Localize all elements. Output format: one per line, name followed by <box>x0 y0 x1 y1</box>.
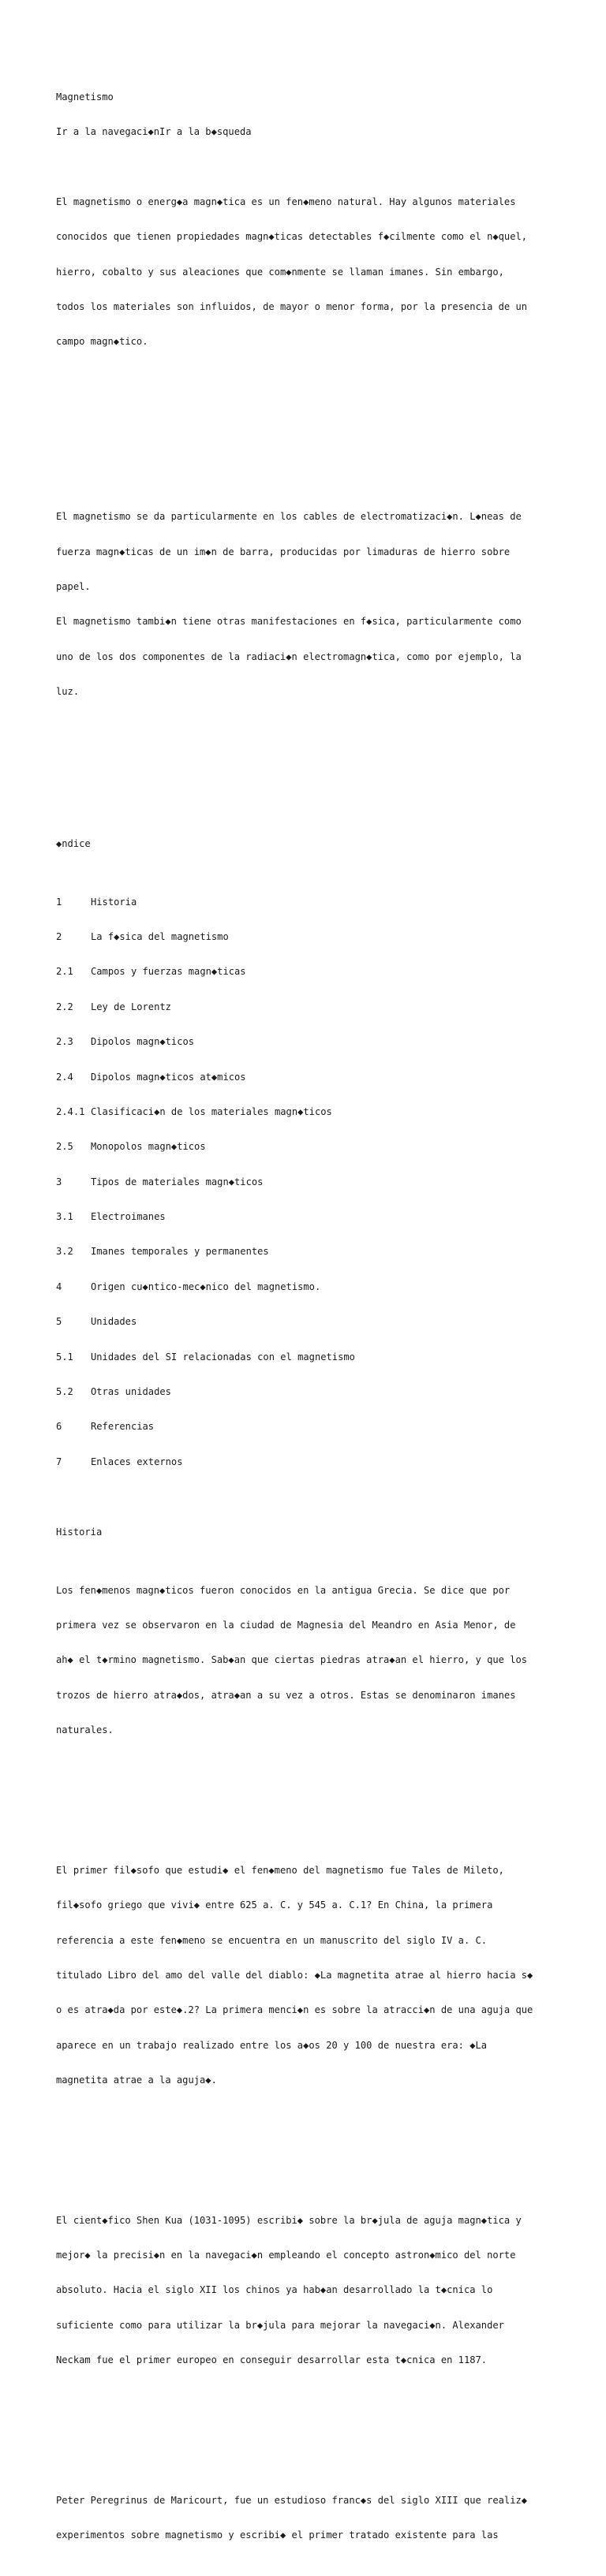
text-line: referencia a este fen◆meno se encuentra en un manuscrito del siglo IV a. C. <box>56 1934 488 1946</box>
toc-item-historia[interactable] <box>56 897 600 908</box>
text-line: campo magn◆tico. <box>56 336 148 348</box>
toc-item-unidades-si[interactable] <box>56 1351 600 1363</box>
toc-item-campos[interactable] <box>56 966 600 978</box>
text-line: absoluto. Hacia el siglo XII los chinos ya hab◆an desarrollado la t◆cnica lo <box>56 2284 493 2296</box>
text-line: o es atra◆da por este◆.2? La primera menci◆n es sobre la atracci◆n de una aguja que <box>56 2004 533 2016</box>
toc-item-clasificacion[interactable] <box>56 1106 600 1118</box>
spacer <box>56 1795 600 1806</box>
text-line: El magnetismo o energ◆a magn◆tica es un fen◆meno natural. Hay algunos materiales <box>56 196 516 207</box>
text-line: suficiente como para utilizar la br◆jula para mejorar la navegaci◆n. Alexander <box>56 2319 504 2331</box>
toc-number: 2.2 <box>56 1001 73 1012</box>
toc-number: 2 <box>56 930 62 942</box>
text-line: fuerza magn◆ticas de un im◆n de barra, producidas por limaduras de hierro sobre <box>56 546 511 557</box>
nav-links[interactable]: Ir a la navegaci◆nIr a la b◆squeda <box>56 125 252 137</box>
text-line: uno de los dos componentes de la radiaci◆n electromagn◆tica, como por ejemplo, la <box>56 651 522 662</box>
text-line: aparece en un trabajo realizado entre los a◆os 20 y 100 de nuestra era: ◆La <box>56 2039 488 2051</box>
text-line: titulado Libro del amo del valle del diablo: ◆La magnetita atrae al hierro hacia s◆ <box>56 1969 533 1981</box>
toc-item-monopolos[interactable] <box>56 1141 600 1153</box>
toc-label: Unidades <box>91 1316 137 1328</box>
intro-paragraph <box>56 173 600 371</box>
text-line: fil◆sofo griego que vivi◆ entre 625 a. C. y 545 a. C.1? En China, la primera <box>56 1899 493 1911</box>
toc-number: 2.4 <box>56 1071 73 1083</box>
toc-number: 5 <box>56 1316 62 1328</box>
toc-number: 5.2 <box>56 1386 73 1398</box>
toc-label: Imanes temporales y permanentes <box>91 1246 269 1258</box>
text-line: hierro, cobalto y sus aleaciones que com◆nmente se llaman imanes. Sin embargo, <box>56 266 504 278</box>
text-line: El magnetismo se da particularmente en los cables de electromatizaci◆n. L◆neas de <box>56 511 522 523</box>
toc-label: Monopolos magn◆ticos <box>91 1141 206 1153</box>
toc-label: Unidades del SI relacionadas con el magnetismo <box>91 1351 355 1363</box>
toc-number: 1 <box>56 896 62 908</box>
text-line: todos los materiales son influidos, de mayor o menor forma, por la presencia de un <box>56 300 528 312</box>
history-paragraph-4 <box>56 2471 600 2564</box>
text-line: papel. <box>56 581 91 593</box>
toc-item-electroimanes[interactable] <box>56 1211 600 1223</box>
toc-label: Tipos de materiales magn◆ticos <box>91 1176 264 1187</box>
text-line: naturales. <box>56 1724 114 1736</box>
text-line: mejor◆ la precisi◆n en la navegaci◆n empleando el concepto astron◆mico del norte <box>56 2250 516 2261</box>
spacer <box>56 2425 600 2436</box>
toc-label: Otras unidades <box>91 1386 171 1398</box>
toc-label: La f◆sica del magnetismo <box>91 930 229 942</box>
toc-label: Electroimanes <box>91 1211 166 1223</box>
text-line: Neckam fue el primer europeo en conseguir desarrollar esta t◆cnica en 1187. <box>56 2354 488 2366</box>
toc-label: Enlaces externos <box>91 1456 183 1467</box>
text-line: Peter Peregrinus de Maricourt, fue un estudioso franc◆s del siglo XIII que realiz◆ <box>56 2494 528 2506</box>
toc-label: Dipolos magn◆ticos <box>91 1036 195 1048</box>
history-paragraph-3 <box>56 2191 600 2390</box>
toc-label: Campos y fuerzas magn◆ticas <box>91 966 246 978</box>
toc-item-imanes[interactable] <box>56 1246 600 1258</box>
toc-heading: ◆ndice <box>56 837 91 849</box>
history-paragraph-1 <box>56 1561 600 1760</box>
document-body <box>56 68 600 2576</box>
toc-number: 2.3 <box>56 1036 73 1048</box>
text-line: magnetita atrae a la aguja◆. <box>56 2075 217 2086</box>
table-of-contents <box>56 873 600 1491</box>
toc-number: 4 <box>56 1281 62 1292</box>
toc-item-origen[interactable] <box>56 1281 600 1293</box>
text-line: El cient◆fico Shen Kua (1031-1095) escribi◆ sobre la br◆jula de aguja magn◆tica y <box>56 2214 522 2226</box>
toc-label: Origen cu◆ntico-mec◆nico del magnetismo. <box>91 1281 321 1292</box>
toc-number: 2.5 <box>56 1141 73 1153</box>
toc-number: 6 <box>56 1421 62 1433</box>
spacer <box>56 442 600 453</box>
toc-number: 7 <box>56 1456 62 1467</box>
toc-item-otras-unidades[interactable] <box>56 1386 600 1398</box>
text-line: conocidos que tienen propiedades magn◆ticas detectables f◆cilmente como el n◆quel, <box>56 231 528 243</box>
toc-label: Dipolos magn◆ticos at◆micos <box>91 1071 246 1083</box>
toc-number: 2.1 <box>56 966 73 978</box>
toc-number: 3.1 <box>56 1211 73 1223</box>
toc-item-lorentz[interactable] <box>56 1001 600 1013</box>
toc-item-dipolos-atomicos[interactable] <box>56 1072 600 1083</box>
second-paragraph <box>56 488 600 721</box>
toc-item-fisica[interactable] <box>56 931 600 943</box>
text-line: Los fen◆menos magn◆ticos fueron conocidos en la antigua Grecia. Se dice que por <box>56 1584 511 1596</box>
spacer <box>56 791 600 803</box>
text-line: luz. <box>56 686 80 698</box>
toc-label: Clasificaci◆n de los materiales magn◆ticos <box>91 1105 332 1117</box>
toc-item-tipos[interactable] <box>56 1176 600 1188</box>
toc-label: Ley de Lorentz <box>91 1001 171 1012</box>
toc-item-referencias[interactable] <box>56 1421 600 1433</box>
text-line: El primer fil◆sofo que estudi◆ el fen◆meno del magnetismo fue Tales de Mileto, <box>56 1864 504 1876</box>
toc-item-dipolos[interactable] <box>56 1036 600 1048</box>
toc-number: 3 <box>56 1176 62 1187</box>
spacer <box>56 756 600 768</box>
text-line: El magnetismo tambi◆n tiene otras manifestaciones en f◆sica, particularmente como <box>56 616 522 628</box>
toc-item-enlaces[interactable] <box>56 1456 600 1468</box>
doc-title: Magnetismo <box>56 91 114 103</box>
spacer <box>56 406 600 418</box>
text-line: primera vez se observaron en la ciudad de Magnesia del Meandro en Asia Menor, de <box>56 1619 516 1631</box>
spacer <box>56 2145 600 2157</box>
toc-item-unidades[interactable] <box>56 1316 600 1328</box>
toc-label: Referencias <box>91 1421 155 1433</box>
toc-number: 3.2 <box>56 1246 73 1258</box>
toc-number: 5.1 <box>56 1351 73 1363</box>
text-line: experimentos sobre magnetismo y escribi◆ el primer tratado existente para las <box>56 2529 499 2541</box>
toc-number: 2.4.1 <box>56 1105 85 1117</box>
text-line: ah◆ el t◆rmino magnetismo. Sab◆an que ciertas piedras atra◆an el hierro, y que los <box>56 1654 528 1666</box>
text-line: trozos de hierro atra◆dos, atra◆an a su vez a otros. Estas se denominaron imanes <box>56 1689 516 1701</box>
toc-label: Historia <box>91 896 137 908</box>
section-heading-historia: Historia <box>56 1526 103 1538</box>
history-paragraph-2 <box>56 1841 600 2109</box>
